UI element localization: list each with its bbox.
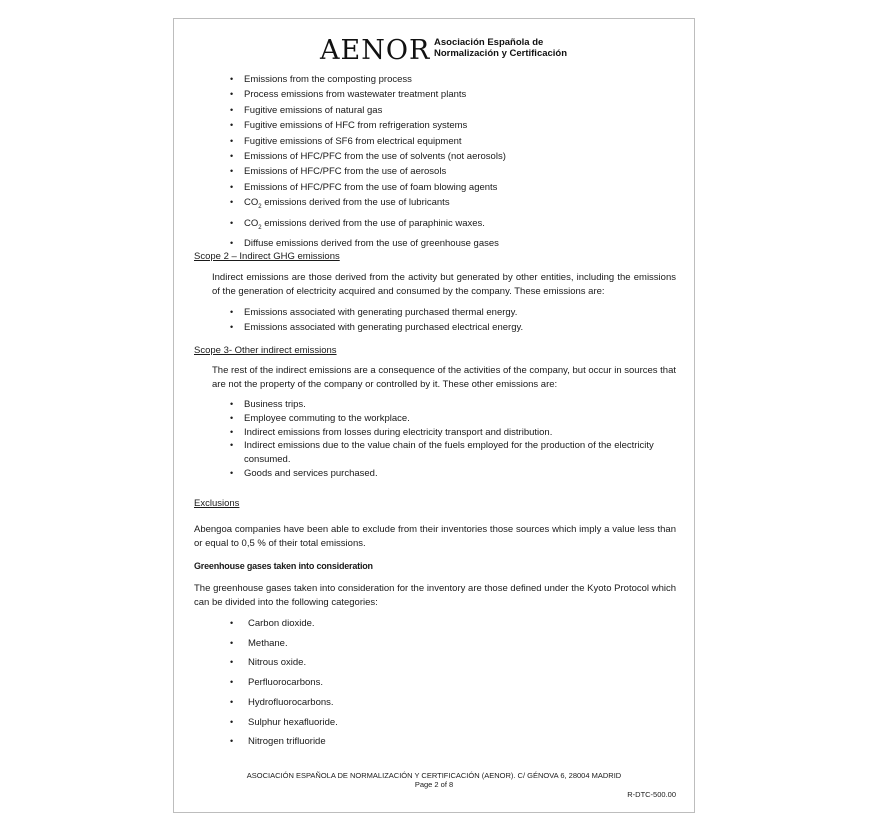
list-item — [174, 305, 694, 320]
bullet-icon: • — [230, 467, 234, 478]
page-number: Page 2 of 8 — [414, 780, 454, 789]
list-item — [174, 614, 694, 634]
bullet-icon: • — [230, 74, 234, 84]
bullet-icon: • — [230, 89, 234, 100]
list-item-text: Nitrous oxide. — [248, 657, 307, 669]
bullet-icon: • — [230, 322, 234, 333]
bullet-icon: • — [230, 412, 234, 423]
list-item-text: Hydrofluorocarbons. — [248, 696, 334, 708]
list-item-text: Emissions of HFC/PFC from the use of aerosols — [244, 166, 447, 178]
scope2-paragraph: Indirect emissions are those derived from the activity but generated by other entities, including the emissions of the generation of electricity acquired and consumed by the company. These emissions are: — [212, 272, 676, 297]
list-item — [174, 412, 694, 426]
page-header — [174, 33, 694, 65]
list-item-text: Business trips. — [244, 399, 306, 410]
list-item — [174, 713, 694, 733]
list-item-text: Nitrogen trifluoride — [248, 736, 326, 748]
list-item-text: Emissions of HFC/PFC from the use of solvents (not aerosols) — [244, 151, 506, 163]
list-item — [174, 426, 694, 440]
bullet-icon: • — [230, 657, 234, 668]
list-item — [174, 195, 694, 215]
list-item-text: Diffuse emissions derived from the use of greenhouse gases — [244, 237, 499, 249]
list-item — [174, 87, 694, 102]
scope2-list — [174, 305, 694, 336]
gases-list — [174, 614, 694, 752]
org-line-1: Asociación Española de — [434, 37, 544, 48]
bullet-icon: • — [230, 637, 234, 648]
list-item-text: Fugitive emissions of natural gas — [244, 104, 383, 116]
list-item — [174, 653, 694, 673]
list-item-text: Process emissions from wastewater treatment plants — [244, 89, 467, 101]
aenor-logo: AENOR — [320, 35, 431, 66]
list-item-text: Emissions associated with generating purchased thermal energy. — [244, 307, 518, 318]
list-item-text: $CO_2$ emissions derived from the use of paraphinic waxes. — [244, 217, 485, 231]
exclusions-paragraph: Abengoa companies have been able to exclude from their inventories those sources which imply a value less than or equal to 0,5 % of their total emissions. — [194, 524, 676, 549]
list-item-text: Emissions associated with generating purchased electrical energy. — [244, 322, 524, 334]
list-item — [174, 118, 694, 133]
list-item-text: Emissions from the composting process — [244, 74, 412, 85]
gases-heading: Greenhouse gases taken into consideration — [194, 561, 373, 571]
list-item-text: Fugitive emissions of HFC from refrigeration systems — [244, 120, 468, 132]
bullet-icon: • — [230, 399, 234, 409]
list-item — [174, 236, 694, 251]
list-item-text: Perfluorocarbons. — [248, 677, 323, 689]
scope3-heading: Scope 3- Other indirect emissions — [194, 345, 337, 356]
exclusions-heading: Exclusions — [194, 498, 240, 509]
scope1-list — [174, 72, 694, 251]
gases-paragraph: The greenhouse gases taken into consideration for the inventory are those defined under the Kyoto Protocol which can be divided into the following categories: — [194, 583, 676, 608]
bullet-icon: • — [230, 716, 234, 727]
bullet-icon: • — [230, 151, 234, 162]
list-item-text: Employee commuting to the workplace. — [244, 412, 410, 424]
bullet-icon: • — [230, 618, 234, 628]
list-item — [174, 72, 694, 87]
scope3-list — [174, 398, 694, 481]
bullet-icon: • — [230, 426, 234, 437]
list-item — [174, 164, 694, 179]
list-item — [174, 693, 694, 713]
list-item-text: Indirect emissions due to the value chain of the fuels employed for the production of the electricity consumed. — [244, 440, 654, 466]
scope2-heading: Scope 2 – Indirect GHG emissions — [194, 251, 340, 262]
list-item — [174, 103, 694, 118]
bullet-icon: • — [230, 135, 234, 146]
bullet-icon: • — [230, 307, 234, 317]
bullet-icon: • — [230, 120, 234, 131]
list-item-text: Emissions of HFC/PFC from the use of foam blowing agents — [244, 181, 498, 193]
document-page — [173, 18, 695, 813]
bullet-icon: • — [230, 440, 234, 451]
list-item — [174, 439, 694, 467]
bullet-icon: • — [230, 181, 234, 192]
list-item — [174, 216, 694, 236]
footer-address: ASOCIACIÓN ESPAÑOLA DE NORMALIZACIÓN Y CERTIFICACIÓN (AENOR). C/ GÉNOVA 6, 28004 MADRID — [246, 771, 622, 780]
list-item — [174, 467, 694, 481]
list-item-text: Carbon dioxide. — [248, 618, 315, 629]
list-item — [174, 149, 694, 164]
list-item-text: Goods and services purchased. — [244, 467, 378, 479]
list-item-text: $CO_2$ emissions derived from the use of lubricants — [244, 197, 450, 211]
list-item-text: Methane. — [248, 637, 288, 649]
list-item — [174, 634, 694, 654]
bullet-icon: • — [230, 677, 234, 688]
bullet-icon: • — [230, 166, 234, 177]
organization-name — [434, 37, 567, 59]
list-item — [174, 732, 694, 752]
list-item — [174, 134, 694, 149]
bullet-icon: • — [230, 696, 234, 707]
page-footer — [174, 771, 694, 789]
list-item — [174, 673, 694, 693]
list-item — [174, 398, 694, 412]
list-item-text: Sulphur hexafluoride. — [248, 716, 338, 728]
list-item-text: Fugitive emissions of SF6 from electrical equipment — [244, 135, 462, 147]
list-item — [174, 180, 694, 195]
bullet-icon: • — [230, 197, 234, 208]
list-item — [174, 320, 694, 335]
list-item-text: Indirect emissions from losses during electricity transport and distribution. — [244, 426, 553, 438]
document-code: R-DTC-500.00 — [627, 790, 676, 799]
bullet-icon: • — [230, 217, 234, 228]
scope3-paragraph: The rest of the indirect emissions are a consequence of the activities of the company, but occur in sources that are not the property of the company or controlled by it. These other emissions are: — [212, 365, 676, 390]
org-line-2: Normalización y Certificación — [434, 48, 568, 59]
bullet-icon: • — [230, 104, 234, 115]
bullet-icon: • — [230, 237, 234, 248]
bullet-icon: • — [230, 736, 234, 747]
